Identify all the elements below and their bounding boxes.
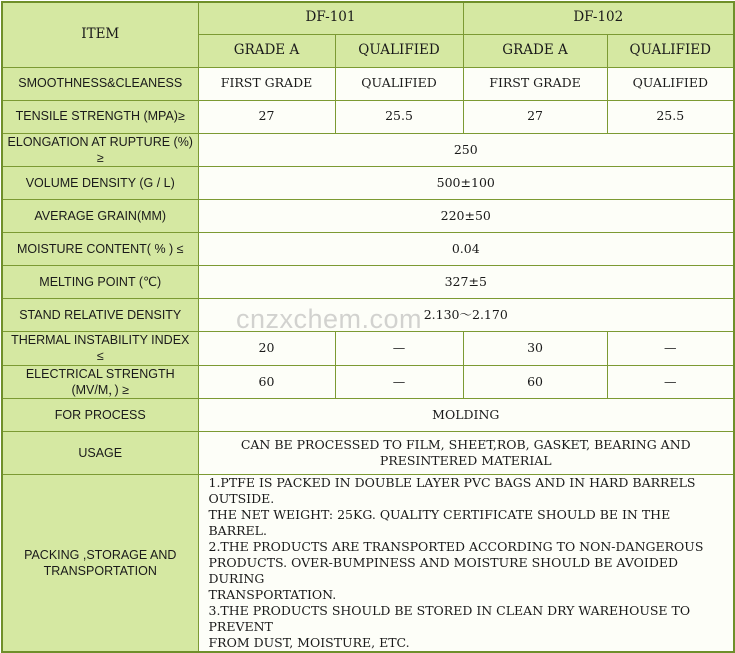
specification-table: [1, 1, 735, 653]
row-label: SMOOTHNESS&CLEANESS: [2, 67, 198, 100]
cell-value: 60: [463, 365, 607, 399]
cell-value: —: [607, 365, 734, 399]
row-label: VOLUME DENSITY (G / L): [2, 167, 198, 200]
row-label: PACKING ,STORAGE AND TRANSPORTATION: [2, 475, 198, 653]
header-grade: GRADE A: [198, 34, 335, 67]
header-item: ITEM: [2, 2, 198, 67]
header-row-products: [2, 2, 734, 34]
table-row-elongation: [2, 133, 734, 167]
table-row-usage: [2, 432, 734, 475]
cell-value: 25.5: [607, 100, 734, 133]
table-row-tensile: [2, 100, 734, 133]
row-label: TENSILE STRENGTH (MPA)≥: [2, 100, 198, 133]
watermark: cnzxchem.com: [236, 304, 423, 334]
header-product-df101: DF-101: [198, 2, 463, 34]
cell-value: 30: [463, 332, 607, 366]
header-grade: QUALIFIED: [335, 34, 463, 67]
row-label: MELTING POINT (℃): [2, 266, 198, 299]
table-row-volume-density: [2, 167, 734, 200]
row-label: AVERAGE GRAIN(MM): [2, 200, 198, 233]
packing-line: PRODUCTS. OVER-BUMPINESS AND MOISTURE SHOULD BE AVOIDED DURING: [208, 555, 679, 586]
packing-line: FROM DUST, MOISTURE, ETC.: [208, 635, 410, 650]
header-grade: GRADE A: [463, 34, 607, 67]
row-label: STAND RELATIVE DENSITY: [2, 299, 198, 332]
cell-value: 327±5: [198, 266, 734, 299]
cell-value: —: [335, 332, 463, 366]
table-row-thermal: [2, 332, 734, 366]
packing-line: TRANSPORTATION.: [208, 587, 337, 602]
header-product-df102: DF-102: [463, 2, 734, 34]
cell-value: 0.04: [198, 233, 734, 266]
cell-value: —: [335, 365, 463, 399]
packing-line: 3.THE PRODUCTS SHOULD BE STORED IN CLEAN DRY WAREHOUSE TO PREVENT: [208, 603, 691, 634]
cell-value: 27: [198, 100, 335, 133]
row-label: THERMAL INSTABILITY INDEX ≤: [2, 332, 198, 366]
cell-value: CAN BE PROCESSED TO FILM, SHEET,ROB, GASKET, BEARING AND PRESINTERED MATERIAL: [198, 432, 734, 475]
row-label: MOISTURE CONTENT( % ) ≤: [2, 233, 198, 266]
cell-value: FIRST GRADE: [198, 67, 335, 100]
row-label: ELECTRICAL STRENGTH (MV/M，) ≥: [2, 365, 198, 399]
header-grade: QUALIFIED: [607, 34, 734, 67]
cell-value: 220±50: [198, 200, 734, 233]
row-label: FOR PROCESS: [2, 399, 198, 432]
packing-line: 2.THE PRODUCTS ARE TRANSPORTED ACCORDING TO NON-DANGEROUS: [208, 539, 704, 554]
table-row-moisture: [2, 233, 734, 266]
cell-value: —: [607, 332, 734, 366]
cell-value: 60: [198, 365, 335, 399]
cell-value: 20: [198, 332, 335, 366]
cell-value: 25.5: [335, 100, 463, 133]
packing-line: THE NET WEIGHT: 25KG. QUALITY CERTIFICATE SHOULD BE IN THE BARREL.: [208, 507, 671, 538]
cell-value: FIRST GRADE: [463, 67, 607, 100]
table-row-melting-point: [2, 266, 734, 299]
cell-value: QUALIFIED: [607, 67, 734, 100]
cell-value: 2.130～2.170: [198, 299, 734, 332]
cell-value: 250: [198, 133, 734, 167]
spec-table-container: [1, 1, 733, 650]
table-row-electrical: [2, 365, 734, 399]
table-row-process: [2, 399, 734, 432]
table-row-packing: [2, 475, 734, 653]
row-label: USAGE: [2, 432, 198, 475]
table-row-relative-density: [2, 299, 734, 332]
packing-line: 1.PTFE IS PACKED IN DOUBLE LAYER PVC BAGS AND IN HARD BARRELS OUTSIDE.: [208, 475, 696, 506]
cell-value: 500±100: [198, 167, 734, 200]
cell-value: 27: [463, 100, 607, 133]
cell-value: MOLDING: [198, 399, 734, 432]
table-row-smoothness: [2, 67, 734, 100]
row-label: ELONGATION AT RUPTURE (%) ≥: [2, 133, 198, 167]
packing-text: [198, 475, 734, 653]
cell-value: QUALIFIED: [335, 67, 463, 100]
table-row-average-grain: [2, 200, 734, 233]
